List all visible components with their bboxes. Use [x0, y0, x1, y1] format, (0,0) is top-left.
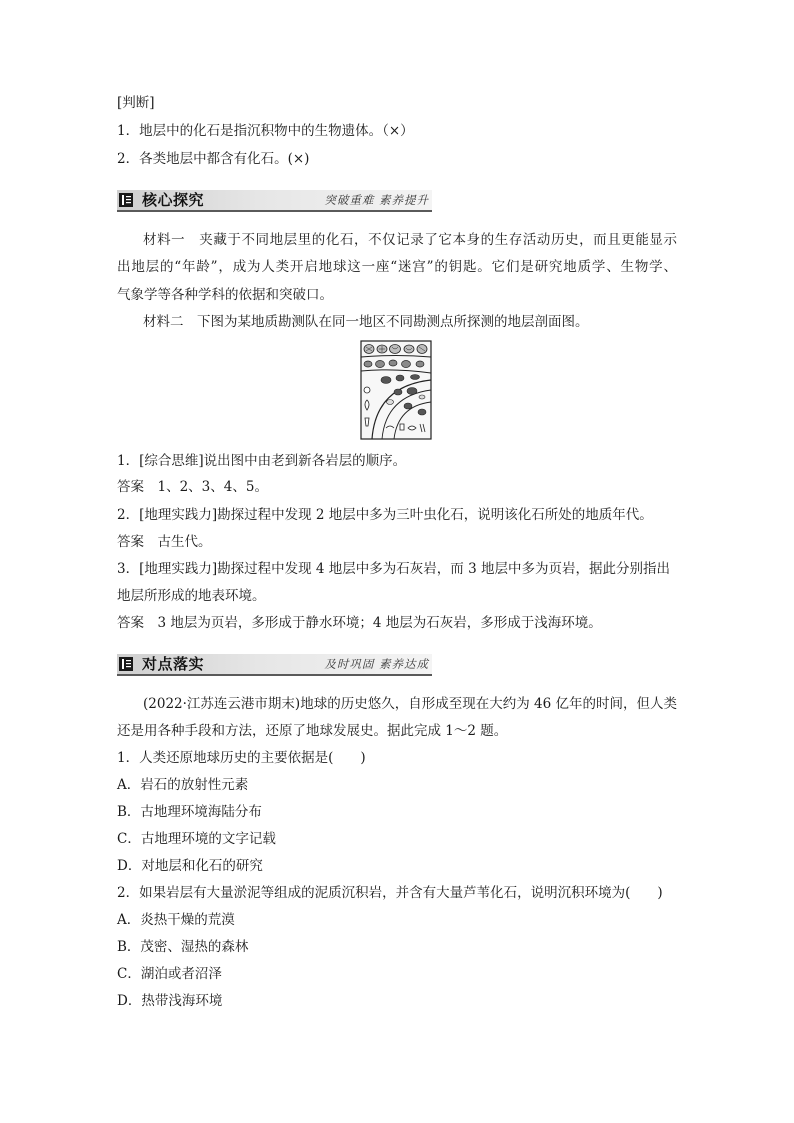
material1-line-2: 出地层的“年龄”，成为人类开启地球这一座“迷宫”的钥匙。它们是研究地质学、生物学、: [117, 258, 677, 275]
mcq-2-option-a: A．炎热干燥的荒漠: [117, 911, 235, 928]
mcq-2-option-b: B．茂密、湿热的森林: [117, 938, 249, 955]
answer-3: [117, 610, 602, 637]
mcq-2-option-c: C．湖泊或者沼泽: [117, 965, 222, 982]
intro-line-1: (2022·江苏连云港市期末)地球的历史悠久，自形成至现在大约为 46 亿年的时间，但人类: [143, 695, 677, 712]
judgment-label: [判断]: [117, 94, 155, 111]
question-3-line-2: 地层所形成的地表环境。: [117, 587, 266, 604]
mcq-2-stem: 2．如果岩层有大量淤泥等组成的泥质沉积岩，并含有大量芦苇化石，说明沉积环境为( ): [117, 884, 663, 901]
judgment-item-2: 2．各类地层中都含有化石。(×): [117, 150, 310, 167]
book-icon: [119, 657, 133, 671]
section-header-core-inquiry: [117, 190, 432, 212]
section-title: 核心探究: [142, 191, 205, 209]
mcq-1-stem: 1．人类还原地球历史的主要依据是( ): [117, 749, 366, 766]
judgment-item-1: 1．地层中的化石是指沉积物中的生物遗体。（×）: [117, 122, 414, 139]
question-3-line-1: 3．[地理实践力]勘探过程中发现 4 地层中多为石灰岩，而 3 地层中多为页岩，据此分别指出: [117, 560, 670, 577]
book-icon: [119, 193, 133, 207]
answer-label: 答案: [117, 478, 144, 495]
material1-line-3: 气象学等各种学科的依据和突破口。: [117, 286, 333, 303]
mcq-1-option-c: C．古地理环境的文字记载: [117, 830, 276, 847]
question-2-line-1: 2．[地理实践力]勘探过程中发现 2 地层中多为三叶虫化石，说明该化石所处的地质年代。: [117, 506, 653, 523]
answer-label: 答案: [117, 614, 144, 631]
mcq-2-option-d: D．热带浅海环境: [117, 992, 223, 1009]
answer-text: 古生代。: [157, 533, 212, 550]
mcq-1-option-d: D．对地层和化石的研究: [117, 857, 263, 874]
answer-label: 答案: [117, 533, 144, 550]
mcq-1-option-a: A．岩石的放射性元素: [117, 776, 249, 793]
material1-line-1: 材料一 夹藏于不同地层里的化石，不仅记录了它本身的生存活动历史，而且更能显示: [143, 231, 677, 248]
section-subtitle: 及时巩固 素养达成: [324, 657, 429, 671]
answer-2: [117, 529, 212, 556]
section-title: 对点落实: [142, 655, 205, 673]
answer-1: [117, 474, 268, 501]
section-subtitle: 突破重难 素养提升: [324, 193, 429, 207]
answer-text: 3 地层为页岩，多形成于静水环境；4 地层为石灰岩，多形成于浅海环境。: [157, 614, 602, 631]
strata-profile-figure: [360, 340, 432, 440]
section-header-practice: [117, 654, 432, 676]
question-1-line-1: 1．[综合思维]说出图中由老到新各岩层的顺序。: [117, 452, 407, 469]
mcq-1-option-b: B．古地理环境海陆分布: [117, 803, 262, 820]
intro-line-2: 还是用各种手段和方法，还原了地球发展史。据此完成 1～2 题。: [117, 722, 508, 739]
answer-text: 1、2、3、4、5。: [157, 478, 268, 495]
material2-text: 材料二 下图为某地质勘测队在同一地区不同勘测点所探测的地层剖面图。: [143, 313, 589, 330]
